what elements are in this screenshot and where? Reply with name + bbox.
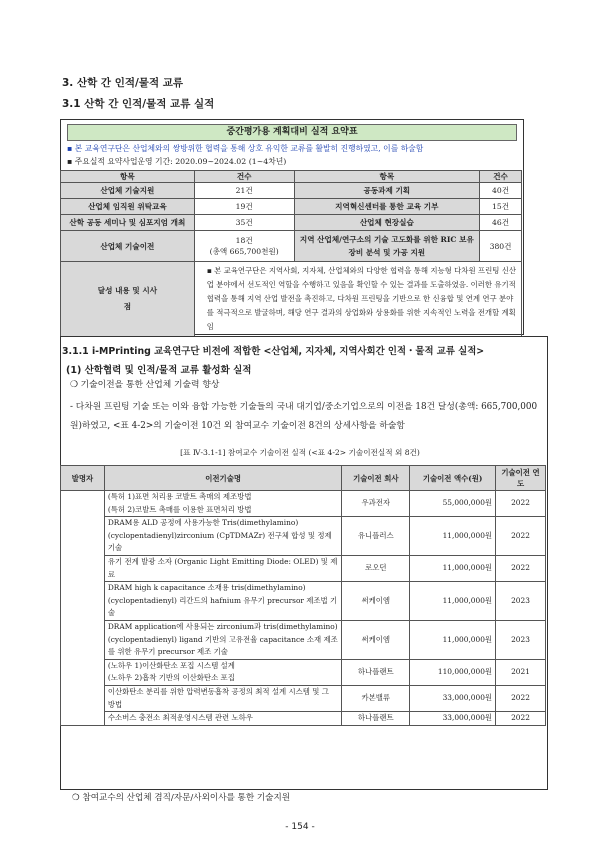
header-cell: 건수 xyxy=(194,171,294,183)
result-label xyxy=(61,262,195,337)
header-cell: 이전기술명 xyxy=(104,466,342,491)
footnote-bullet: ❍ 참여교수의 산업체 겸직/자문/사외이사를 통한 기술지원 xyxy=(72,793,291,803)
amount: 11,000,000원 xyxy=(410,555,496,581)
transfer-table xyxy=(60,465,546,726)
item-count: 380건 xyxy=(480,231,522,262)
item-count: 21건 xyxy=(194,183,294,199)
amount: 55,000,000원 xyxy=(410,491,496,517)
header-cell: 건수 xyxy=(480,171,522,183)
company: 써케이엠 xyxy=(342,582,410,621)
amount: 11,000,000원 xyxy=(410,582,496,621)
result-text: ▪ 본 교육연구단은 지역사회, 지자체, 산업체와의 다양한 협력을 통해 지능형 다차원 프린팅 신산업 분야에서 선도적인 역할을 수행하고 있음을 확인할 수 있는 결과를 도출하였음. 이러한 유기적 협력을 통해 지역 산업 발전을 촉진하고, 다차원 프린팅을 기반으로 한 신융합 및 연계 연구 분야를 적극적으로 발굴하며, 해당 연구 결과의 상업화와 상용화를 위한 지속적인 노력을 전개할 계획임 xyxy=(194,262,521,337)
company: 우과전자 xyxy=(342,491,410,517)
table-row xyxy=(61,491,546,517)
item-label: 산업체 기술지원 xyxy=(61,183,195,199)
header-cell: 항목 xyxy=(61,171,195,183)
subsection-1: (1) 산학협력 및 인적/물적 교류 활성화 실적 xyxy=(66,365,252,376)
tech-name: (노하우 1)이산화탄소 포집 시스템 설계 (노하우 2)흡착 기반의 이산화탄소 포집 xyxy=(104,659,342,685)
header-cell: 항목 xyxy=(294,171,479,183)
item-label: 산업체 기술이전 xyxy=(61,231,195,262)
year: 2023 xyxy=(496,582,546,621)
table-row xyxy=(61,215,522,231)
table-row xyxy=(61,183,522,199)
table-row xyxy=(61,659,546,685)
year: 2022 xyxy=(496,491,546,517)
transfer-table-header xyxy=(61,466,546,491)
result-label-text: 달성 내용 및 시사점 xyxy=(97,286,158,311)
tech-name: (특허 1)표면 처리용 코발트 촉매의 제조방법 (특허 2)코발트 촉매를 이용한 표면처리 방법 xyxy=(104,491,342,517)
amount: 110,000,000원 xyxy=(410,659,496,685)
tech-name: 이산화탄소 분리를 위한 압력변동흡착 공정의 최적 설계 시스템 및 그 방법 xyxy=(104,685,342,711)
item-label: 공동과제 기획 xyxy=(294,183,479,199)
table-row xyxy=(61,517,546,556)
year: 2022 xyxy=(496,517,546,556)
tech-name: DRAM용 ALD 공정에 사용가능한 Tris(dimethylamino)(cyclopentadienyl)zirconium (CpTDMAZr) 전구체 합성 및 정제 기술 xyxy=(104,517,342,556)
year: 2022 xyxy=(496,555,546,581)
table-row xyxy=(61,199,522,215)
header-cell: 기술이전 회사 xyxy=(342,466,410,491)
table-row xyxy=(61,262,522,337)
tech-name: 수소버스 충전소 최적운영시스템 관련 노하우 xyxy=(104,712,342,726)
transfer-count: 18건 xyxy=(235,236,253,245)
table-row xyxy=(61,555,546,581)
item-count: 40건 xyxy=(480,183,522,199)
amount: 33,000,000원 xyxy=(410,685,496,711)
item-label: 산학 공동 세미나 및 심포지엄 개최 xyxy=(61,215,195,231)
item-label: 산업체 임직원 위탁교육 xyxy=(61,199,195,215)
table-row xyxy=(61,620,546,659)
tech-name: DRAM high k capacitance 소재용 tris(dimethylamino)(cyclopentadienyl) 리간드의 hafnium 유무기 precursor 제조법 기술 xyxy=(104,582,342,621)
company: 써케이엠 xyxy=(342,620,410,659)
amount: 11,000,000원 xyxy=(410,517,496,556)
header-cell: 기술이전 액수(원) xyxy=(410,466,496,491)
table-caption: [표 Ⅳ-3.1-1] 참여교수 기술이전 실적 (<표 4-2> 기술이전실적 외 8건) xyxy=(180,448,420,457)
item-count: 35건 xyxy=(194,215,294,231)
item-label: 지역 산업체/연구소의 기술 고도화를 위한 RIC 보유장비 분석 및 가공 지원 xyxy=(294,231,479,262)
summary-table-header xyxy=(61,171,522,183)
item-count: 19건 xyxy=(194,199,294,215)
inventor-cell xyxy=(61,491,105,726)
summary-bullet-1: ▪ 본 교육연구단은 산업체와의 쌍방위한 협력을 통해 상호 유익한 교류를 활발히 진행하였고, 이를 하술함 xyxy=(67,144,424,153)
item-count: 46건 xyxy=(480,215,522,231)
year: 2023 xyxy=(496,620,546,659)
tech-name: 유기 전계 발광 소자 (Organic Light Emitting Diode: OLED) 및 제료 xyxy=(104,555,342,581)
summary-title: 중간평가용 계획대비 실적 요약표 xyxy=(67,124,517,141)
table-row xyxy=(61,685,546,711)
table-row xyxy=(61,231,522,262)
company: 카본밸류 xyxy=(342,685,410,711)
company: 하나플랜트 xyxy=(342,712,410,726)
section-heading-3-1: 3.1 산학 간 인적/물적 교류 실적 xyxy=(62,98,215,110)
transfer-amount: (총액 665,700천원) xyxy=(209,247,279,256)
header-cell: 발명자 xyxy=(61,466,105,491)
table-row xyxy=(61,582,546,621)
page-number: - 154 - xyxy=(285,822,315,832)
table-row xyxy=(61,712,546,726)
summary-table xyxy=(60,170,522,337)
company: 로오던 xyxy=(342,555,410,581)
tech-name: DRAM application에 사용되는 zirconium과 tris(dimethylamino)(cyclopentadienyl) ligand 기반의 고유전율 capacitance 소재 제조를 위한 유무기 precursor 제조 기술 xyxy=(104,620,342,659)
section-heading-3: 3. 산학 간 인적/물적 교류 xyxy=(62,77,184,89)
item-label: 지역혁신센터를 통한 교육 기부 xyxy=(294,199,479,215)
paragraph-transfer: - 다차원 프린팅 기술 또는 이와 융합 가능한 기술들의 국내 대기업/중소기업으로의 이전을 18건 달성(총액: 665,700,000원)하였고, <표 4-2>의 기술이전 10건 외 참여교수 기술이전 8건의 상세사항을 하술함 xyxy=(70,402,538,431)
summary-bullet-2: ▪ 주요실적 요약사업운영 기간: 2020.09~2024.02 (1~4차년) xyxy=(67,157,287,166)
amount: 33,000,000원 xyxy=(410,712,496,726)
header-cell: 기술이전 연도 xyxy=(496,466,546,491)
company: 유니플러스 xyxy=(342,517,410,556)
year: 2021 xyxy=(496,659,546,685)
item-count xyxy=(194,231,294,262)
item-count: 15건 xyxy=(480,199,522,215)
bullet-tech-transfer: ❍ 기술이전을 통한 산업체 기술력 향상 xyxy=(70,380,220,390)
year: 2022 xyxy=(496,685,546,711)
subsection-3-1-1: 3.1.1 i-MPrinting 교육연구단 비전에 적합한 <산업체, 지자체, 지역사회간 인적・물적 교류 실적> xyxy=(62,346,485,357)
company: 하나플랜트 xyxy=(342,659,410,685)
year: 2022 xyxy=(496,712,546,726)
amount: 11,000,000원 xyxy=(410,620,496,659)
item-label: 산업체 현장실습 xyxy=(294,215,479,231)
